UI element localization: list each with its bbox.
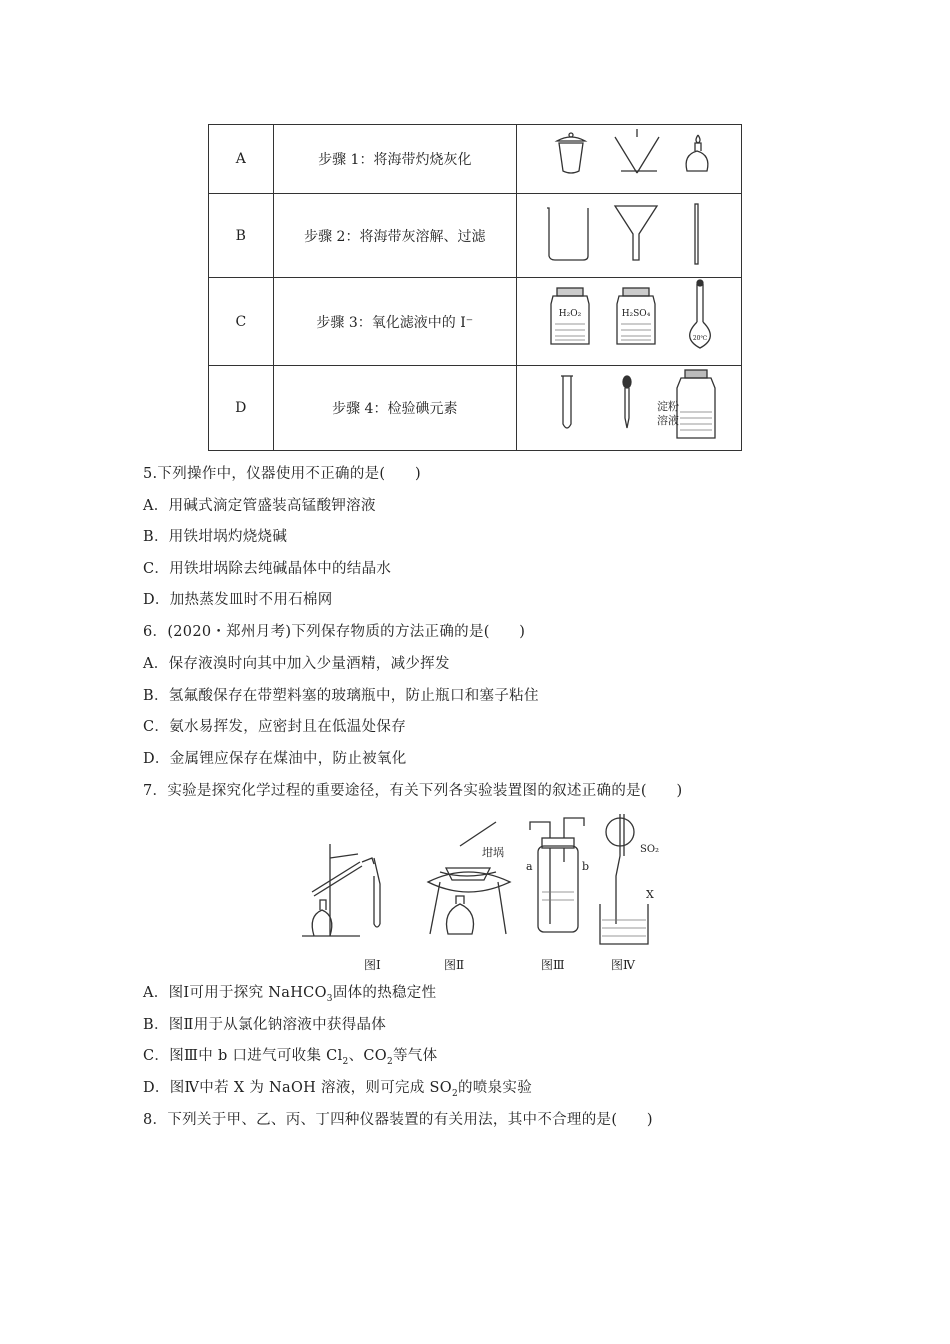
experiment-figures (300, 812, 680, 972)
port-a-label: a (526, 860, 533, 873)
apparatus-table (208, 124, 742, 451)
option-label: A (209, 125, 274, 194)
question-8-stem: 8．下列关于甲、乙、丙、丁四种仪器装置的有关用法，其中不合理的是( ) (143, 1112, 653, 1128)
apparatus-images (516, 278, 741, 366)
question-6-option-d: D．金属锂应保存在煤油中，防止被氧化 (143, 751, 407, 767)
port-b-label: b (582, 860, 590, 873)
question-7-option-a: A．图Ⅰ可用于探究 NaHCO$_3$固体的热稳定性 (143, 985, 437, 1004)
crucible-triangle-lamp-icon (517, 125, 741, 189)
question-5-option-b: B．用铁坩埚灼烧烧碱 (143, 529, 288, 545)
question-7-option-b: B．图Ⅱ用于从氯化钠溶液中获得晶体 (143, 1017, 387, 1033)
figure-2-caption: 图Ⅱ (444, 958, 465, 972)
step-text: 步骤 2：将海带灰溶解、过滤 (273, 194, 516, 278)
figure-4-caption: 图Ⅳ (611, 958, 635, 972)
h2o2-label: H₂O₂ (558, 309, 582, 319)
figure-3-caption: 图Ⅲ (541, 958, 565, 972)
h2so4-label: H₂SO₄ (621, 309, 651, 319)
question-7-option-c: C．图Ⅲ中 b 口进气可收集 $Cl_2$、$CO_2$等气体 (143, 1048, 438, 1067)
step-text: 步骤 4：检验碘元素 (273, 366, 516, 451)
step-text: 步骤 1：将海带灼烧灰化 (273, 125, 516, 194)
apparatus-images (516, 366, 741, 451)
step-text: 步骤 3：氧化滤液中的 I⁻ (273, 278, 516, 366)
reagent-bottles-flask-icon (517, 278, 741, 361)
flask-temp-label: 20℃ (692, 335, 708, 342)
question-6-option-c: C．氨水易挥发，应密封且在低温处保存 (143, 719, 406, 735)
x-label: X (646, 888, 654, 901)
starch-label-2: 溶液 (656, 414, 679, 427)
question-7-option-d: D．图Ⅳ中若 X 为 NaOH 溶液，则可完成 $SO_2$的喷泉实验 (143, 1080, 532, 1099)
question-6-option-a: A．保存液溴时向其中加入少量酒精，减少挥发 (143, 656, 450, 672)
table-row (209, 278, 742, 366)
table-row (209, 125, 742, 194)
crucible-label: 坩埚 (482, 846, 504, 859)
option-label: D (209, 366, 274, 451)
apparatus-images (516, 125, 741, 194)
question-5-option-c: C．用铁坩埚除去纯碱晶体中的结晶水 (143, 561, 392, 577)
starch-label-1: 淀粉 (656, 400, 679, 413)
so2-label: SO₂ (640, 844, 660, 855)
apparatus-diagram (300, 812, 680, 952)
figure-1-caption: 图Ⅰ (364, 958, 381, 972)
table-row (209, 366, 742, 451)
question-5-stem: 5.下列操作中，仪器使用不正确的是( ) (143, 466, 421, 482)
apparatus-images (516, 194, 741, 278)
question-5-option-d: D．加热蒸发皿时不用石棉网 (143, 592, 333, 608)
beaker-funnel-rod-icon (517, 194, 741, 273)
question-6-stem: 6．(2020・郑州月考)下列保存物质的方法正确的是( ) (143, 624, 526, 640)
option-label: C (209, 278, 274, 366)
testtube-dropper-bottle-icon (517, 366, 741, 446)
table-row (209, 194, 742, 278)
option-label: B (209, 194, 274, 278)
question-6-option-b: B．氢氟酸保存在带塑料塞的玻璃瓶中，防止瓶口和塞子粘住 (143, 688, 539, 704)
question-5-option-a: A．用碱式滴定管盛装高锰酸钾溶液 (143, 498, 376, 514)
question-7-stem: 7．实验是探究化学过程的重要途径，有关下列各实验装置图的叙述正确的是( ) (143, 783, 683, 799)
